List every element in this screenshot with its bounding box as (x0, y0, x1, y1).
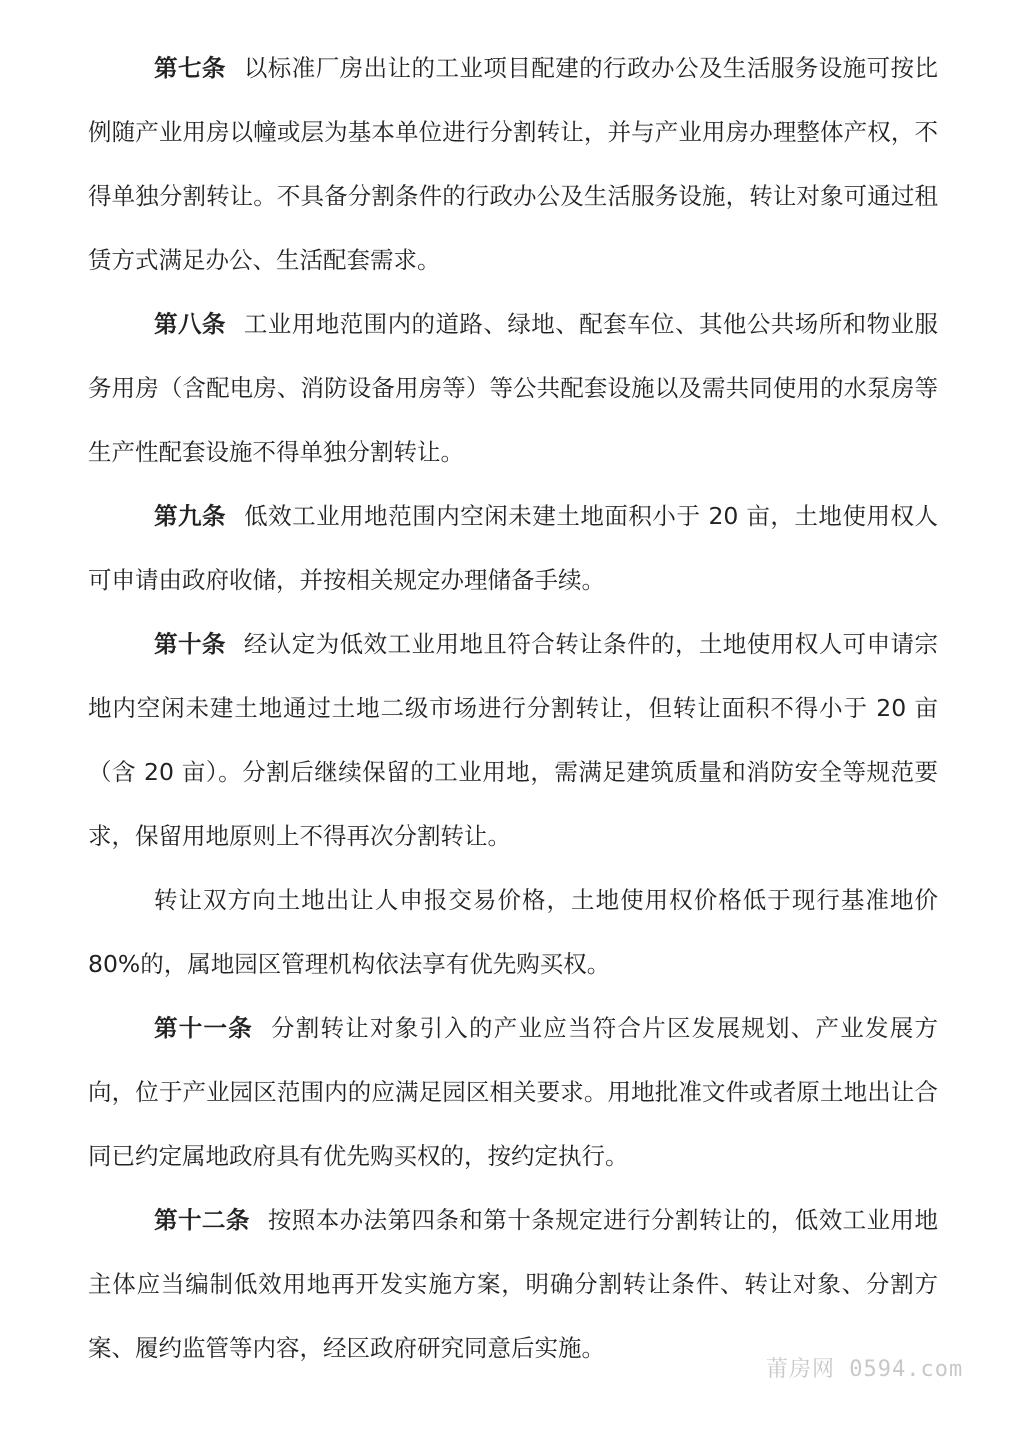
article-text: 以标准厂房出让的工业项目配建的行政办公及生活服务设施可按比例随产业用房以幢或层为基本单位进行分割转让，并与产业用房办理整体产权，不得单独分割转让。不具备分割条件的行政办公及生活服务设施，转让对象可通过租赁方式满足办公、生活配套需求。 (88, 54, 939, 274)
article-label: 第七条 (154, 54, 226, 82)
article-10 (88, 612, 938, 868)
article-9 (88, 484, 938, 612)
article-label: 第九条 (154, 502, 227, 530)
site-watermark: 莆房网 0594.com (766, 1357, 964, 1382)
article-label: 第八条 (154, 310, 226, 338)
article-text: 工业用地范围内的道路、绿地、配套车位、其他公共场所和物业服务用房（含配电房、消防设备用房等）等公共配套设施以及需共同使用的水泵房等生产性配套设施不得单独分割转让。 (88, 310, 939, 466)
article-10-continued (88, 868, 938, 996)
article-text: 低效工业用地范围内空闲未建土地面积小于 20 亩，土地使用权人可申请由政府收储，并按相关规定办理储备手续。 (88, 502, 939, 594)
article-label: 第十一条 (154, 1014, 253, 1042)
article-8 (88, 292, 938, 484)
article-11 (88, 996, 938, 1188)
article-label: 第十二条 (154, 1206, 250, 1234)
article-text: 经认定为低效工业用地且符合转让条件的，土地使用权人可申请宗地内空闲未建土地通过土地二级市场进行分割转让，但转让面积不得小于 20 亩（含 20 亩）。分割后继续保留的工业用地，需满足建筑质量和消防安全等规范要求，保留用地原则上不得再次分割转让。 (88, 630, 939, 850)
article-text: 转让双方向土地出让人申报交易价格，土地使用权价格低于现行基准地价 80%的，属地园区管理机构依法享有优先购买权。 (88, 886, 938, 978)
article-label: 第十条 (154, 630, 226, 658)
article-text: 按照本办法第四条和第十条规定进行分割转让的，低效工业用地主体应当编制低效用地再开发实施方案，明确分割转让条件、转让对象、分割方案、履约监管等内容，经区政府研究同意后实施。 (88, 1206, 939, 1362)
article-7 (88, 36, 938, 292)
article-text: 分割转让对象引入的产业应当符合片区发展规划、产业发展方向，位于产业园区范围内的应满足园区相关要求。用地批准文件或者原土地出让合同已约定属地政府具有优先购买权的，按约定执行。 (88, 1014, 938, 1170)
document-body (88, 36, 938, 1380)
